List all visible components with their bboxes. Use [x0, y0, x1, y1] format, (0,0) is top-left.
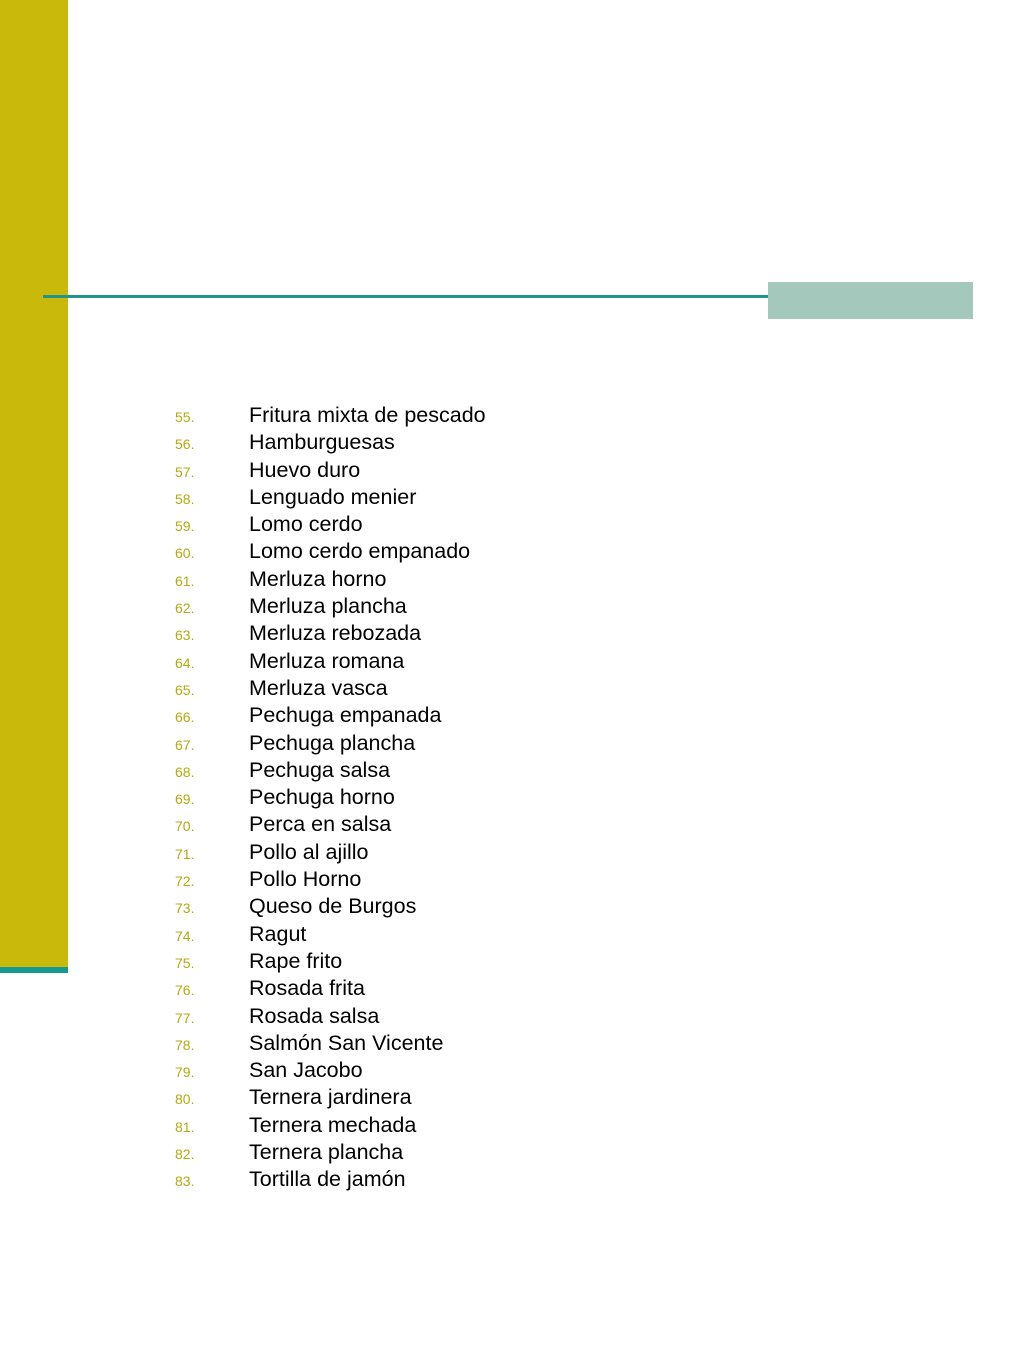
item-number: 56. [175, 436, 195, 453]
item-number: 74. [175, 927, 195, 944]
item-number: 60. [175, 545, 195, 562]
item-label: Huevo duro [249, 457, 361, 482]
item-label: Ternera plancha [249, 1140, 404, 1165]
left-sidebar-bar [0, 0, 68, 967]
item-number: 72. [175, 873, 195, 890]
item-number: 65. [175, 681, 195, 698]
item-label: Merluza horno [249, 566, 387, 591]
item-label: Pollo al ajillo [249, 839, 369, 864]
item-label: Ragut [249, 921, 307, 946]
item-label: Lomo cerdo empanado [249, 539, 471, 564]
item-number: 83. [175, 1173, 195, 1190]
item-number: 55. [175, 409, 195, 425]
item-number: 64. [175, 654, 195, 671]
item-number: 77. [175, 1009, 195, 1026]
item-label: Ternera jardinera [249, 1085, 412, 1110]
item-label: Merluza plancha [249, 594, 407, 619]
item-label: Hamburguesas [249, 430, 395, 455]
item-label: Merluza romana [249, 648, 405, 673]
item-number: 68. [175, 763, 195, 780]
item-number: 76. [175, 982, 195, 999]
item-label: Pollo Horno [249, 867, 362, 892]
item-number: 73. [175, 900, 195, 917]
item-label: Lenguado menier [249, 484, 417, 509]
item-number: 66. [175, 709, 195, 726]
item-number: 81. [175, 1118, 195, 1135]
item-label: San Jacobo [249, 1058, 363, 1083]
item-number: 82. [175, 1146, 195, 1163]
item-number: 59. [175, 518, 195, 535]
item-label: Pechuga salsa [249, 757, 391, 782]
item-number: 75. [175, 954, 195, 971]
item-label: Rosada salsa [249, 1003, 380, 1028]
item-number: 70. [175, 818, 195, 835]
item-number: 63. [175, 627, 195, 644]
item-label: Pechuga empanada [249, 703, 442, 728]
left-sidebar-accent [0, 967, 68, 973]
item-label: Pechuga horno [249, 785, 395, 810]
item-label: Lomo cerdo [249, 512, 363, 537]
item-label: Pechuga plancha [249, 730, 416, 755]
item-label: Perca en salsa [249, 812, 392, 837]
item-label: Rosada frita [249, 976, 365, 1001]
item-number: 61. [175, 572, 195, 589]
item-label: Merluza rebozada [249, 621, 422, 646]
item-number: 57. [175, 463, 195, 480]
header-accent-block [768, 282, 973, 319]
item-number: 67. [175, 736, 195, 753]
item-number: 71. [175, 845, 195, 862]
item-number: 79. [175, 1064, 195, 1081]
item-label: Fritura mixta de pescado [249, 403, 486, 427]
item-number: 62. [175, 600, 195, 617]
item-number: 58. [175, 490, 195, 507]
item-label: Salmón San Vicente [249, 1030, 444, 1055]
item-number: 78. [175, 1036, 195, 1053]
item-label: Rape frito [249, 948, 343, 973]
item-label: Queso de Burgos [249, 894, 417, 919]
item-number: 69. [175, 791, 195, 808]
item-number: 80. [175, 1091, 195, 1108]
item-label: Merluza vasca [249, 675, 388, 700]
item-label: Tortilla de jamón [249, 1167, 406, 1192]
item-label: Ternera mechada [249, 1112, 417, 1137]
